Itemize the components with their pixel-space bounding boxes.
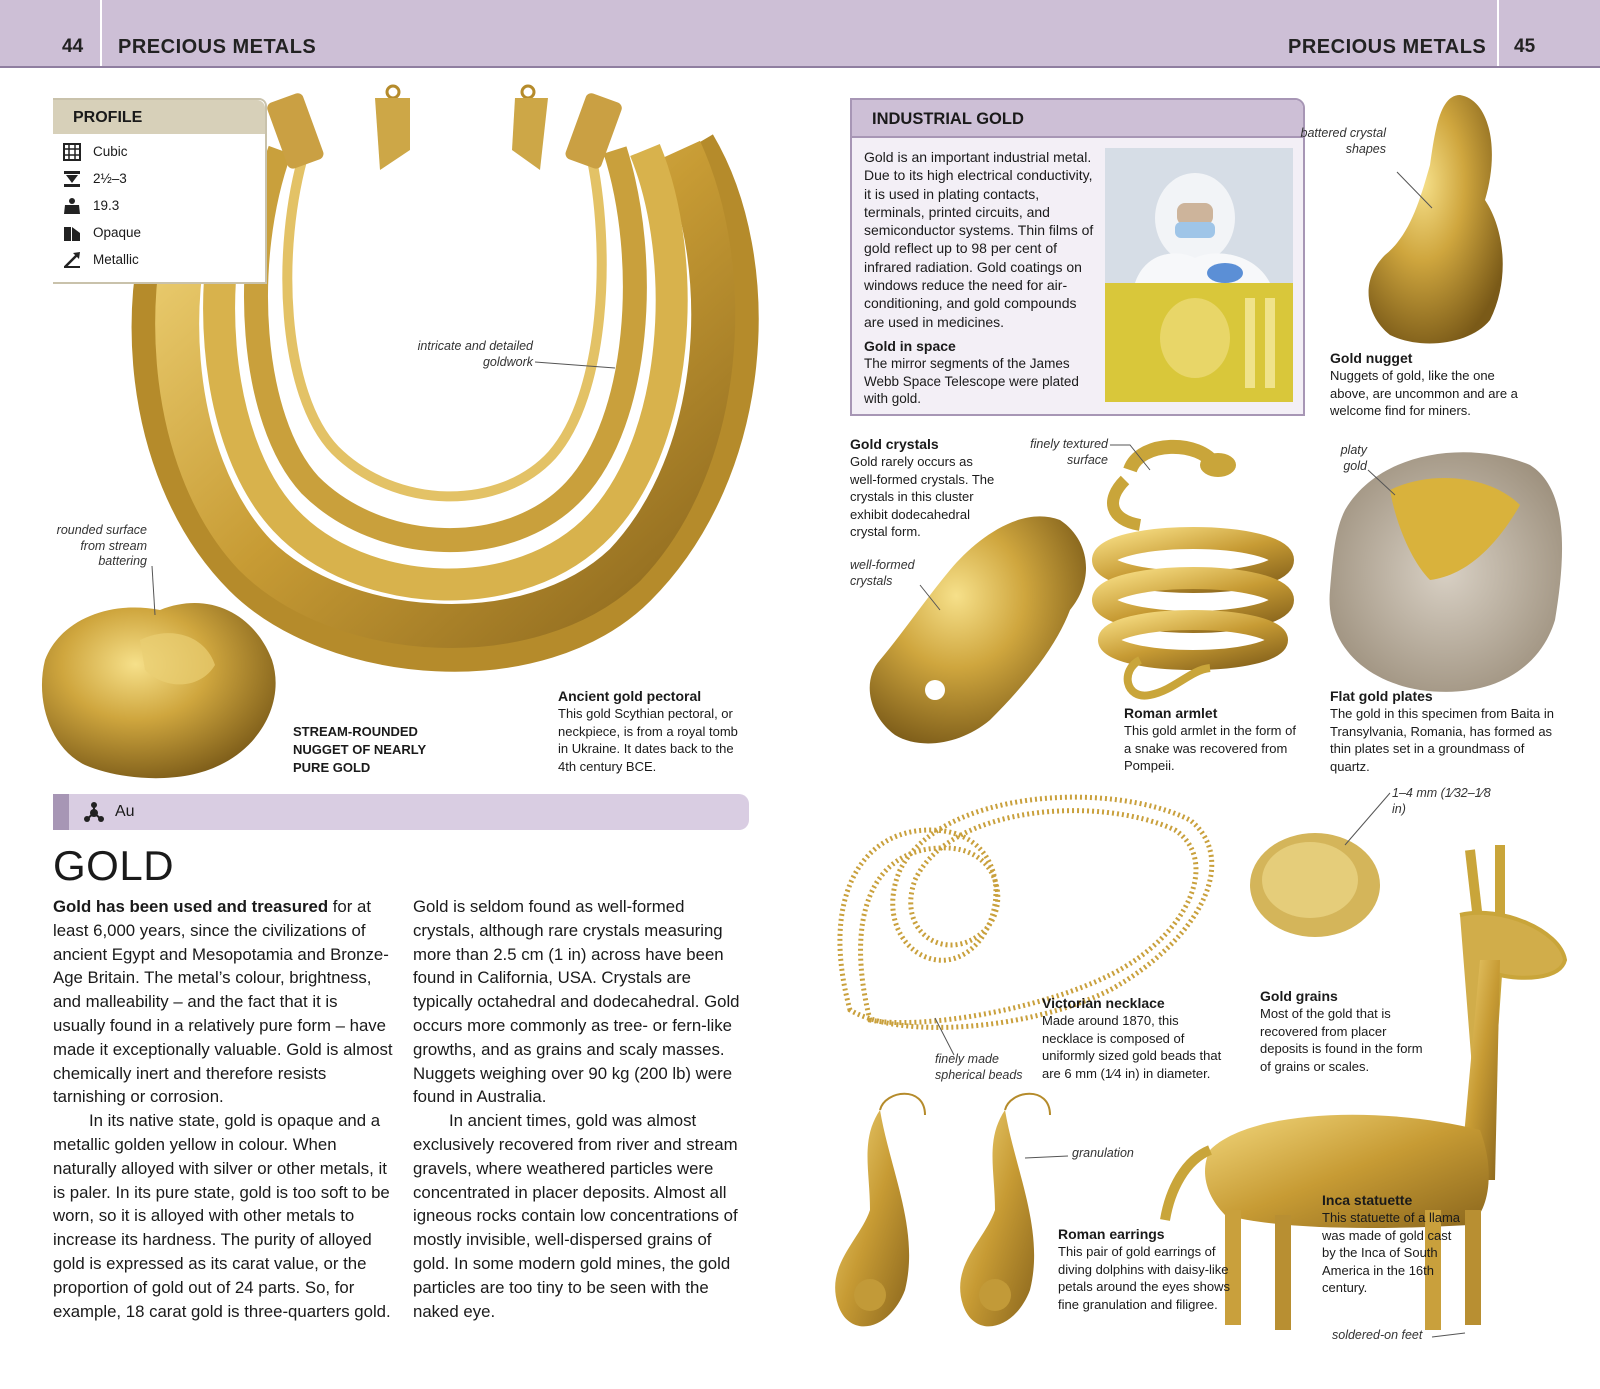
profile-value: Cubic xyxy=(93,144,128,159)
profile-value: 2½–3 xyxy=(93,171,127,186)
gold-grains-caption xyxy=(1260,988,1435,1075)
gold-in-space-text: The mirror segments of the James Webb Space Telescope were plated with gold. xyxy=(864,356,1079,406)
industrial-gold-heading: INDUSTRIAL GOLD xyxy=(852,100,1303,138)
flat-gold-plates-image xyxy=(1330,452,1563,692)
earrings-annotation: granulation xyxy=(1072,1146,1134,1160)
gold-in-space-title: Gold in space xyxy=(864,338,956,354)
gold-crystals-image xyxy=(870,516,1086,743)
pectoral-caption-title: Ancient gold pectoral xyxy=(558,688,702,704)
roman-earrings-text: This pair of gold earrings of diving dolphins with daisy-like petals around the eyes shows fine granulation and filigree. xyxy=(1058,1244,1230,1312)
victorian-necklace-text: Made around 1870, this necklace is composed of uniformly sized gold beads that are 6 mm (1⁄4 in) in diameter. xyxy=(1042,1013,1222,1081)
profile-row-specific-gravity xyxy=(53,192,265,219)
gold-crystals-text: Gold rarely occurs as well-formed crystals. The crystals in this cluster exhibit dodecahedral crystal form. xyxy=(850,454,995,539)
pectoral-caption-text: This gold Scythian pectoral, or neckpiece, is from a royal tomb in Ukraine. It dates back to the 4th century BCE. xyxy=(558,706,738,774)
element-bar-strip xyxy=(53,794,69,830)
lustre-icon xyxy=(63,251,81,269)
llama-feet-annotation: soldered-on feet xyxy=(1332,1328,1423,1342)
armlet-annotation: finely textured surface xyxy=(1030,437,1108,467)
article-lead: Gold has been used and treasured xyxy=(53,897,329,916)
element-symbol-bar xyxy=(53,794,749,830)
gold-nugget-caption xyxy=(1330,350,1530,420)
stream-nugget-caption: STREAM-ROUNDED NUGGET OF NEARLY PURE GOLD xyxy=(293,724,426,775)
profile-row-transparency xyxy=(53,219,265,246)
roman-earrings-title: Roman earrings xyxy=(1058,1226,1165,1242)
flat-plates-caption xyxy=(1330,688,1555,775)
inca-statuette-title: Inca statuette xyxy=(1322,1192,1413,1208)
gold-in-space-note xyxy=(864,338,1094,408)
article-paragraph: Gold is seldom found as well-formed crystals, although rare crystals measuring more than 2.5 cm (1 in) across have been found in California, USA. Crystals are typically octahedral and dodecahedral. Gold occurs more commonly as tree- or fern-like growths, and as grains and scaly masses. Nuggets weighing over 90 kg (200 lb) were found in Australia. xyxy=(413,897,740,1107)
profile-value: 19.3 xyxy=(93,198,120,213)
industrial-gold-text: Gold is an important industrial metal. Due to its high electrical conductivity, it is used in plating contacts, terminals, printed circuits, and semiconductor systems. Thin films of gold reflect up to 98 per cent of infrared radiation. Gold coatings on windows reduce the need for air-conditioning, and gold compounds are used in medicines. xyxy=(864,149,1094,330)
roman-armlet-text: This gold armlet in the form of a snake was recovered from Pompeii. xyxy=(1124,723,1296,773)
inca-statuette-caption xyxy=(1322,1192,1462,1297)
profile-heading: PROFILE xyxy=(53,100,265,134)
gold-nugget-text: Nuggets of gold, like the one above, are uncommon and are a welcome find for miners. xyxy=(1330,368,1518,418)
left-page-title: PRECIOUS METALS xyxy=(118,36,317,58)
profile-row-crystal-system xyxy=(53,138,265,165)
grains-size-annotation: 1–4 mm (1⁄32–1⁄8 in) xyxy=(1392,786,1491,816)
crystals-annotation: well-formed crystals xyxy=(850,558,915,588)
plates-annotation: platy gold xyxy=(1340,443,1367,473)
article-column-2 xyxy=(413,895,743,1323)
profile-box xyxy=(53,98,267,284)
article-paragraph: In ancient times, gold was almost exclusively recovered from river and stream gravels, where weathered particles were concentrated in placer deposits. Almost all igneous rocks contain low concentrations of mostly invisible, well-dispersed grains of gold. In some modern gold mines, the gold particles are too tiny to be seen with the naked eye. xyxy=(413,1111,738,1321)
right-page-title: PRECIOUS METALS xyxy=(1288,36,1487,58)
profile-value: Opaque xyxy=(93,225,142,240)
element-symbol: Au xyxy=(115,803,135,820)
roman-earrings-caption xyxy=(1058,1226,1230,1313)
industrial-gold-box xyxy=(850,98,1305,416)
article-paragraph: In its native state, gold is opaque and a metallic golden yellow in colour. When naturally alloyed with silver or other metals, it is paler. In its pure state, gold is too soft to be worn, so it is alloyed with other metals to increase its hardness. The purity of alloyed gold is expressed as its carat value, or the proportion of gold out of 24 parts. So, for example, 18 carat gold is three-quarters gold. xyxy=(53,1111,391,1321)
specific-gravity-icon xyxy=(63,197,81,215)
pectoral-annotation: intricate and detailed goldwork xyxy=(417,339,533,369)
crystal-system-icon xyxy=(63,143,81,161)
clean-room-photo-art xyxy=(1105,148,1293,402)
left-page-number: 44 xyxy=(62,36,84,57)
nugget-crystal-annotation: battered crystal shapes xyxy=(1300,126,1386,156)
article-paragraph xyxy=(53,895,393,1109)
flat-plates-title: Flat gold plates xyxy=(1330,688,1433,704)
roman-armlet-image xyxy=(1103,447,1283,696)
profile-row-hardness xyxy=(53,165,265,192)
right-page-number: 45 xyxy=(1514,36,1536,57)
article-title: GOLD xyxy=(53,842,175,889)
gold-crystals-title: Gold crystals xyxy=(850,436,939,452)
stream-nugget-image xyxy=(42,603,276,778)
roman-armlet-title: Roman armlet xyxy=(1124,705,1218,721)
hardness-icon xyxy=(63,170,81,188)
gold-grains-title: Gold grains xyxy=(1260,988,1338,1004)
flat-plates-text: The gold in this specimen from Baita in Transylvania, Romania, has formed as thin plates set in a groundmass of quartz. xyxy=(1330,706,1554,774)
gold-nugget-image xyxy=(1369,95,1503,343)
article-column-1 xyxy=(53,895,393,1323)
inca-statuette-text: This statuette of a llama was made of gold cast by the Inca of South America in the 16th century. xyxy=(1322,1210,1461,1295)
profile-row-lustre xyxy=(53,246,265,273)
transparency-icon xyxy=(63,224,81,242)
profile-value: Metallic xyxy=(93,252,139,267)
roman-earrings-image xyxy=(835,1094,1050,1327)
victorian-necklace-image xyxy=(840,797,1212,1027)
gold-crystals-caption xyxy=(850,436,1002,541)
victorian-necklace-title: Victorian necklace xyxy=(1042,995,1165,1011)
gold-nugget-title: Gold nugget xyxy=(1330,350,1413,366)
element-structure-icon xyxy=(83,802,105,824)
victorian-necklace-caption xyxy=(1042,995,1222,1082)
roman-armlet-caption xyxy=(1124,705,1304,775)
nugget-annotation: rounded surface from stream battering xyxy=(56,523,147,568)
necklace-annotation: finely made spherical beads xyxy=(935,1052,1023,1082)
article-text: for at least 6,000 years, since the civilizations of ancient Egypt and Mesopotamia and Bronze-Age Britain. The metal’s colour, brightness, and malleability – and the fact that it is usually found in a relatively pure form – have made it exceptionally valuable. Gold is almost chemically inert and therefore resists tarnishing or corrosion. xyxy=(53,897,393,1107)
gold-grains-text: Most of the gold that is recovered from placer deposits is found in the form of grains or scales. xyxy=(1260,1006,1423,1074)
pectoral-caption xyxy=(558,688,748,775)
gold-grains-image xyxy=(1250,833,1380,937)
clean-room-photo xyxy=(1105,148,1293,402)
